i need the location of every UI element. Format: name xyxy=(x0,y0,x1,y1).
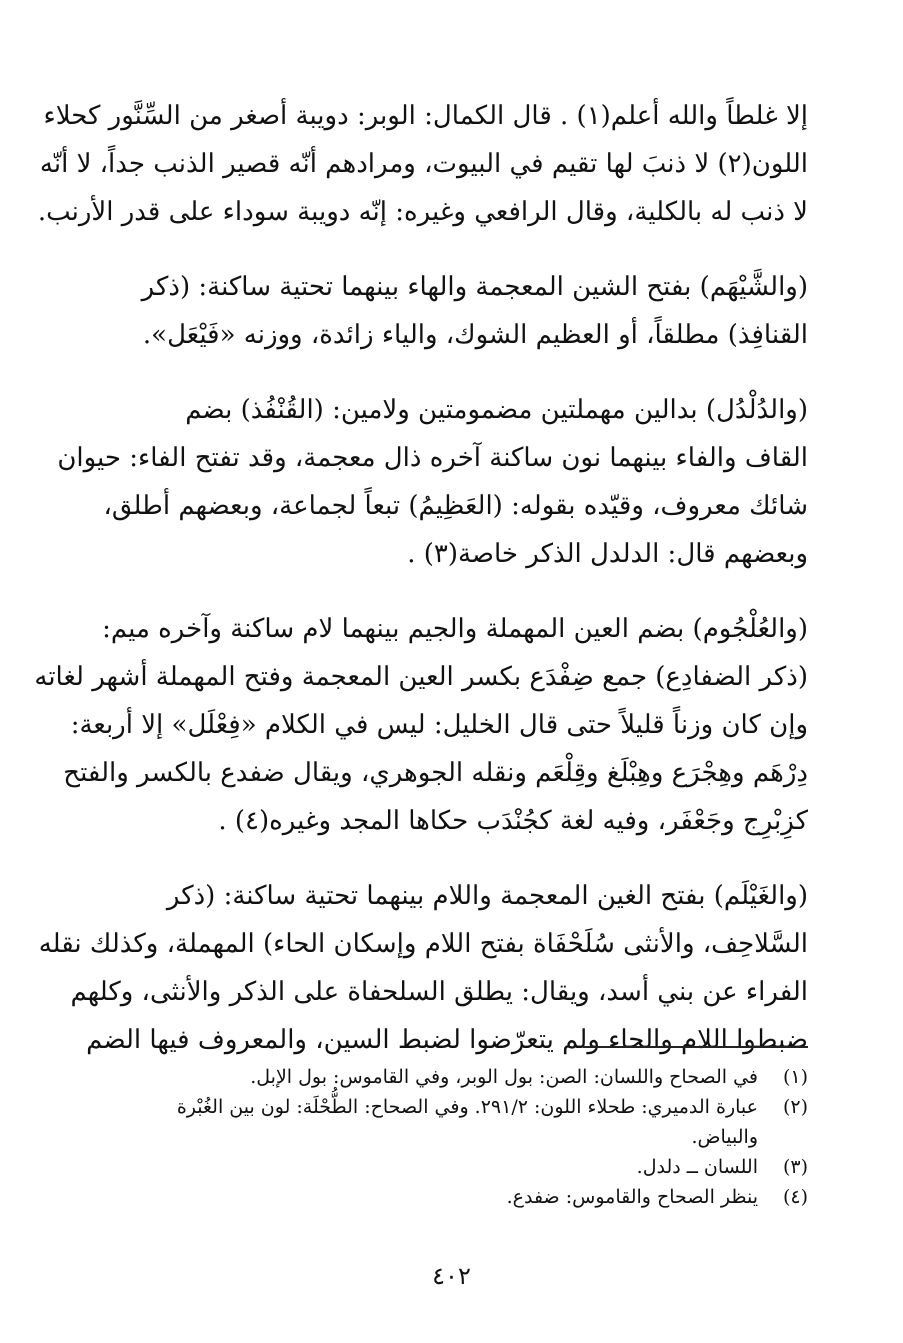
footnote xyxy=(108,1152,808,1182)
footnote-text xyxy=(108,1182,758,1212)
footnote-line: اللسان ــ دلدل. xyxy=(636,1156,758,1178)
text-line: كزِبْرِج وجَعْفَر، وفيه لغة كجُنْدَب حكاها المجد وغيره(٤) . xyxy=(218,806,808,836)
footnote-number: (٤) xyxy=(782,1186,808,1208)
footnote-line: ينظر الصحاح والقاموس: ضفدع. xyxy=(506,1186,758,1208)
footnote-text xyxy=(108,1152,758,1182)
text-line: إلا غلطاً والله أعلم(١) . قال الكمال: الوبر: دويبة أصغر من السِّنَّور كحلاء xyxy=(43,101,808,131)
paragraph xyxy=(57,386,808,578)
text-line: وبعضهم قال: الدلدل الذكر خاصة(٣) . xyxy=(407,539,808,569)
text-line: القنافِذ) مطلقاً، أو العظيم الشوك، والياء زائدة، ووزنه «فَيْعَل». xyxy=(142,320,808,350)
footnote-line: والبياض. xyxy=(691,1126,758,1148)
text-line: القاف والفاء بينهما نون ساكنة آخره ذال معجمة، وقد تفتح الفاء: حيوان xyxy=(57,443,808,473)
footnote-text xyxy=(108,1092,758,1152)
footnote xyxy=(108,1092,808,1152)
footnote-number: (١) xyxy=(782,1066,808,1088)
text-line: (والعُلْجُوم) بضم العين المهملة والجيم بينهما لام ساكنة وآخره ميم: xyxy=(102,614,808,644)
paragraph xyxy=(108,263,808,359)
paragraph xyxy=(38,872,808,1064)
footnote xyxy=(108,1062,808,1092)
text-line: لا ذنب له بالكلية، وقال الرافعي وغيره: إنّه دويبة سوداء على قدر الأرنب. xyxy=(37,197,808,227)
text-line: اللون(٢) لا ذنبَ لها تقيم في البيوت، ومرادهم أنّه قصير الذنب جداً، لا أنّه xyxy=(39,149,808,179)
footnote-line: عبارة الدميري: طحلاء اللون: ٢٩١/٢. وفي الصحاح: الطُّحْلَة: لون بين الغُبْرة xyxy=(176,1096,758,1118)
text-line: (والشَّيْهَم) بفتح الشين المعجمة والهاء بينهما تحتية ساكنة: (ذكر xyxy=(141,272,808,302)
text-line: شائك معروف، وقيّده بقوله: (العَظِيمُ) تبعاً لجماعة، وبعضهم أطلق، xyxy=(103,491,808,521)
page-number: ٤٠٢ xyxy=(432,1262,471,1290)
text-line: السَّلاحِف، والأنثى سُلَحْفَاة بفتح اللام وإسكان الحاء) المهملة، وكذلك نقله xyxy=(38,929,808,959)
footnote-number: (٣) xyxy=(782,1156,808,1178)
text-line: (والغَيْلَم) بفتح الغين المعجمة واللام بينهما تحتية ساكنة: (ذكر xyxy=(166,881,808,911)
text-line: الفراء عن بني أسد، ويقال: يطلق السلحفاة على الذكر والأنثى، وكلهم xyxy=(70,977,808,1007)
text-line: وإن كان وزناً قليلاً حتى قال الخليل: ليس في الكلام «فِعْلَل» إلا أربعة: xyxy=(70,710,808,740)
main-text xyxy=(34,92,808,1091)
text-line: (ذكر الضفادِع) جمع ضِفْدَع بكسر العين المعجمة وفتح المهملة أشهر لغاته xyxy=(34,662,808,692)
footnote-separator xyxy=(583,1046,808,1048)
footnote-number: (٢) xyxy=(782,1096,808,1118)
text-line: (والدُلْدُل) بدالين مهملتين مضمومتين ولامين: (القُنْفُذ) بضم xyxy=(185,395,808,425)
footnote xyxy=(108,1182,808,1212)
text-line: دِرْهَم وهِجْرَع وهِبْلَغ وقِلْعَم ونقله الجوهري، ويقال ضفدع بالكسر والفتح xyxy=(63,758,808,788)
footnote-line: في الصحاح واللسان: الصن: بول الوبر، وفي القاموس: بول الإبل. xyxy=(250,1066,758,1088)
paragraph xyxy=(37,92,808,236)
paragraph xyxy=(34,605,808,845)
footnote-text xyxy=(108,1062,758,1092)
footnotes xyxy=(108,1062,808,1212)
text-line: ضبطوا اللام والحاء ولم يتعرّضوا لضبط السين، والمعروف فيها الضم xyxy=(86,1025,808,1055)
